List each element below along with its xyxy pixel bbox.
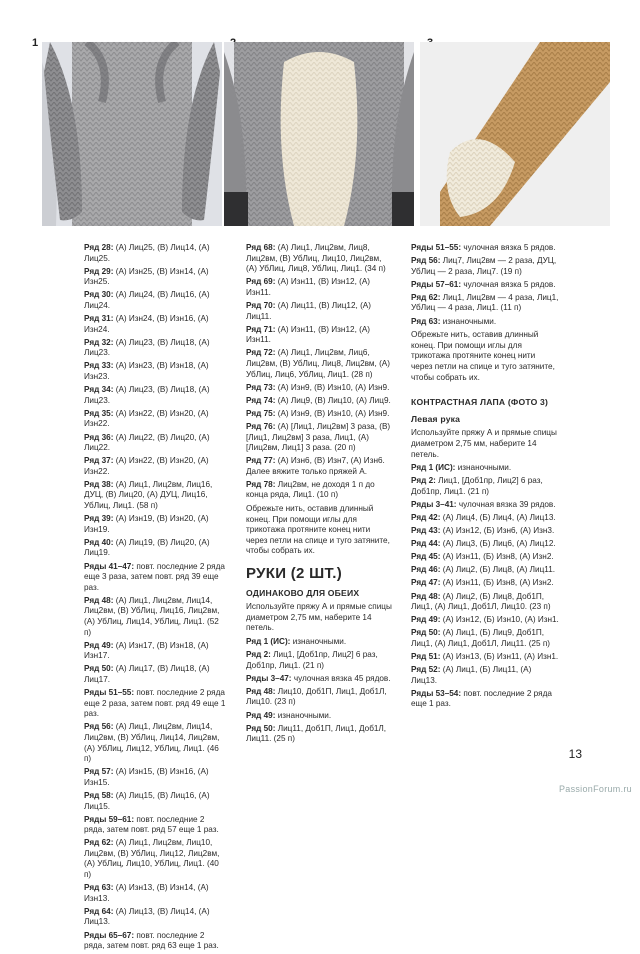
pattern-row: Ряды 59–61: повт. последние 2 ряда, затем повт. ряд 57 еще 1 раз. [84, 814, 219, 835]
instruction-paragraph: Используйте пряжу А и прямые спицы диаметром 2,75 мм, наберите 14 петель. [246, 602, 392, 633]
pattern-row: Ряд 46: (А) Лиц2, (Б) Лиц8, (А) Лиц11. [411, 565, 556, 575]
pattern-row: Ряд 69: (А) Изн11, (В) Изн12, (А) Изн11. [246, 277, 371, 297]
pattern-row: Ряд 51: (А) Изн13, (Б) Изн11, (А) Изн1. [411, 652, 559, 661]
pattern-row: Ряд 57: (А) Изн15, (В) Изн16, (А) Изн15. [84, 767, 209, 787]
pattern-row: Ряд 63: (А) Изн13, (В) Изн14, (А) Изн13. [84, 883, 209, 903]
pattern-row: Ряд 49: изнаночными. [246, 710, 332, 720]
pattern-row: Ряд 32: (А) Лиц23, (В) Лиц18, (А) Лиц23. [84, 337, 210, 358]
pattern-row: Ряды 51–55: чулочная вязка 5 рядов. [411, 243, 556, 252]
photo-contrast-paw [420, 42, 610, 226]
pattern-row: Ряд 35: (А) Изн22, (В) Изн20, (А) Изн22. [84, 408, 209, 429]
pattern-row: Ряд 70: (А) Лиц11, (В) Лиц12, (А) Лиц11. [246, 300, 371, 321]
pattern-row: Ряд 74: (А) Лиц9, (В) Лиц10, (А) Лиц9. [246, 395, 391, 405]
pattern-row: Ряды 51–55: повт. последние 2 ряда еще 2 раза, затем повт. ряд 49 еще 1 раз. [84, 688, 226, 719]
pattern-row: Ряд 47: (А) Изн11, (Б) Изн8, (А) Изн2. [411, 578, 554, 588]
pattern-row: Ряд 37: (А) Изн22, (В) Изн20, (А) Изн22. [84, 456, 209, 476]
pattern-row: Ряд 48: (А) Лиц2, (Б) Лиц8, Доб1П, Лиц1, (А) Лиц1, Доб1Л, Лиц10. (23 п) [411, 591, 551, 612]
pattern-row: Ряд 62: Лиц1, Лиц2вм — 4 раза, Лиц1, УбЛиц — 4 раза, Лиц1. (11 п) [411, 292, 559, 313]
pattern-row: Ряд 28: (А) Лиц25, (В) Лиц14, (А) Лиц25. [84, 243, 210, 263]
pattern-row: Ряд 56: (А) Лиц1, Лиц2вм, Лиц14, Лиц2вм, (В) УбЛиц, Лиц14, Лиц2вм, (А) УбЛиц, Лиц12, УбЛиц, Лиц1. (46 п) [84, 722, 220, 764]
pattern-row: Ряд 73: (А) Изн9, (В) Изн10, (А) Изн9. [246, 382, 390, 392]
subheading-contrast-paw: КОНТРАСТНАЯ ЛАПА (ФОТО 3) [411, 397, 549, 408]
page-number: 13 [568, 747, 582, 761]
pattern-row: Ряд 78: Лиц2вм, не доходя 1 п до конца ряда, Лиц1. (10 п) [246, 479, 375, 500]
pattern-row: Ряд 58: (А) Лиц15, (В) Лиц16, (А) Лиц15. [84, 790, 210, 811]
pattern-row: Ряд 2: Лиц1, [Доб1пр, Лиц2] 6 раз, Доб1пр, Лиц1. (21 п) [246, 650, 378, 670]
pattern-row: Ряд 62: (А) Лиц1, Лиц2вм, Лиц10, Лиц2вм, (В) УбЛиц, Лиц12, Лиц2вм, (А) УбЛиц, Лиц10, УбЛиц, Лиц1. (40 п) [84, 838, 220, 880]
pattern-row: Ряд 50: (А) Лиц17, (В) Лиц18, (А) Лиц17. [84, 664, 210, 684]
pattern-row: Ряд 76: (А) [Лиц1, Лиц2вм] 3 раза, (В) [Лиц1, Лиц2вм] 3 раза, Лиц1, (А) [Лиц2вм, Лиц1] 3 раза. (20 п) [246, 421, 391, 453]
pattern-row: Ряд 64: (А) Лиц13, (В) Лиц14, (А) Лиц13. [84, 906, 210, 927]
pattern-row: Ряд 38: (А) Лиц1, Лиц2вм, Лиц16, ДУЦ, (В) Лиц20, (А) ДУЦ, Лиц16, УбЛиц, Лиц1. (58 п) [84, 479, 213, 511]
pattern-row: Ряд 68: (А) Лиц1, Лиц2вм, Лиц8, Лиц2вм, (В) УбЛиц, Лиц10, Лиц2вм, (А) УбЛиц, Лиц8, УбЛиц, Лиц1. (34 п) [246, 243, 386, 274]
pattern-row: Ряд 71: (А) Изн11, (В) Изн12, (А) Изн11. [246, 324, 371, 345]
pattern-row: Ряд 50: (А) Лиц1, (Б) Лиц9, Доб1П, Лиц1, (А) Лиц1, Доб1Л, Лиц11. (25 п) [411, 628, 550, 648]
pattern-row: Ряд 39: (А) Изн19, (В) Изн20, (А) Изн19. [84, 514, 209, 534]
pattern-row: Ряд 77: (А) Изн6, (В) Изн7, (А) Изн6. Далее вяжите только пряжей А. [246, 456, 385, 476]
instruction-paragraph: Используйте пряжу А и прямые спицы диаметром 2,75 мм, наберите 14 петель. [411, 428, 557, 459]
pattern-row: Ряд 45: (А) Изн11, (Б) Изн8, (А) Изн2. [411, 552, 554, 562]
photo-label-1: 1 [32, 37, 39, 49]
pattern-row: Ряд 48: (А) Лиц1, Лиц2вм, Лиц14, Лиц2вм, (В) УбЛиц, Лиц16, Лиц2вм, (А) УбЛиц, Лиц14, УбЛиц, Лиц1. (52 п) [84, 595, 220, 637]
pattern-row: Ряд 48: Лиц10, Доб1П, Лиц1, Доб1Л, Лиц10. (23 п) [246, 686, 387, 707]
pattern-row: Ряд 44: (А) Лиц3, (Б) Лиц6, (А) Лиц12. [411, 539, 556, 549]
pattern-row: Ряд 31: (А) Изн24, (В) Изн16, (А) Изн24. [84, 314, 209, 334]
pattern-row: Ряд 40: (А) Лиц19, (В) Лиц20, (А) Лиц19. [84, 537, 210, 558]
pattern-row: Ряд 72: (А) Лиц1, Лиц2вм, Лиц6, Лиц2вм, (В) УбЛиц, Лиц8, Лиц2вм, (А) УбЛиц, Лиц6, УбЛиц, Лиц1. (28 п) [246, 348, 390, 379]
pattern-row: Ряд 56: Лиц7, Лиц2вм — 2 раза, ДУЦ, УбЛиц — 2 раза, Лиц7. (19 п) [411, 256, 557, 276]
pattern-row: Ряды 65–67: повт. последние 2 ряда, затем повт. ряд 63 еще 1 раз. [84, 930, 219, 951]
pattern-row: Ряд 36: (А) Лиц22, (В) Лиц20, (А) Лиц22. [84, 432, 210, 453]
pattern-row: Ряд 49: (А) Изн17, (В) Изн18, (А) Изн17. [84, 640, 209, 661]
pattern-row: Ряд 2: Лиц1, [Доб1пр, Лиц2] 6 раз, Доб1пр, Лиц1. (21 п) [411, 476, 543, 496]
instruction-paragraph: Обрежьте нить, оставив длинный конец. При помощи иглы для трикотажа протяните конец нити через петли на спице и туго затяните, чтобы собрать их. [411, 330, 555, 382]
pattern-row: Ряд 33: (А) Изн23, (В) Изн18, (А) Изн23. [84, 361, 209, 382]
pattern-row: Ряд 34: (А) Лиц23, (В) Лиц18, (А) Лиц23. [84, 385, 210, 405]
pattern-row: Ряд 30: (А) Лиц24, (В) Лиц16, (А) Лиц24. [84, 290, 210, 310]
pattern-row: Ряд 52: (А) Лиц1, (Б) Лиц11, (А) Лиц13. [411, 665, 532, 685]
pattern-row: Ряды 57–61: чулочная вязка 5 рядов. [411, 279, 556, 289]
instruction-paragraph: Обрежьте нить, оставив длинный конец. При помощи иглы для трикотажа протяните конец нити через петли на спице и туго затяните, чтобы собрать их. [246, 504, 390, 556]
watermark: PassionForum.ru [558, 784, 632, 794]
pattern-row: Ряды 3–41: чулочная вязка 39 рядов. [411, 499, 556, 509]
pattern-row: Ряд 63: изнаночными. [411, 316, 497, 326]
pattern-row: Ряды 41–47: повт. последние 2 ряда еще 3 раза, затем повт. ряд 39 еще раз. [84, 561, 225, 592]
pattern-row: Ряд 43: (А) Изн12, (Б) Изн6, (А) Изн3. [411, 526, 555, 536]
pattern-row: Ряд 49: (А) Изн12, (Б) Изн10, (А) Изн1. [411, 615, 559, 625]
pattern-row: Ряд 1 (ИС): изнаночными. [246, 637, 347, 646]
pattern-row: Ряд 50: Лиц11, Доб1П, Лиц1, Доб1Л, Лиц11. (25 п) [246, 723, 387, 744]
pattern-row: Ряд 1 (ИС): изнаночными. [411, 463, 512, 473]
pattern-row: Ряд 75: (А) Изн9, (В) Изн10, (А) Изн9. [246, 408, 390, 418]
section-heading-arms: РУКИ (2 ШТ.) [246, 565, 343, 583]
column-1 [84, 243, 227, 954]
subheading-both-same: ОДИНАКОВО ДЛЯ ОБЕИХ [246, 587, 360, 598]
photo-grey-body-arms [42, 42, 222, 226]
column-2 [246, 243, 394, 747]
subheading-left-arm: Левая рука [411, 413, 461, 424]
column-3 [411, 243, 559, 712]
photo-cream-belly [224, 42, 414, 226]
pattern-row: Ряд 42: (А) Лиц4, (Б) Лиц4, (А) Лиц13. [411, 512, 556, 522]
pattern-row: Ряд 29: (А) Изн25, (В) Изн14, (А) Изн25. [84, 266, 209, 287]
pattern-row: Ряды 53–54: повт. последние 2 ряда еще 1 раз. [411, 688, 552, 709]
pattern-row: Ряды 3–47: чулочная вязка 45 рядов. [246, 673, 391, 683]
